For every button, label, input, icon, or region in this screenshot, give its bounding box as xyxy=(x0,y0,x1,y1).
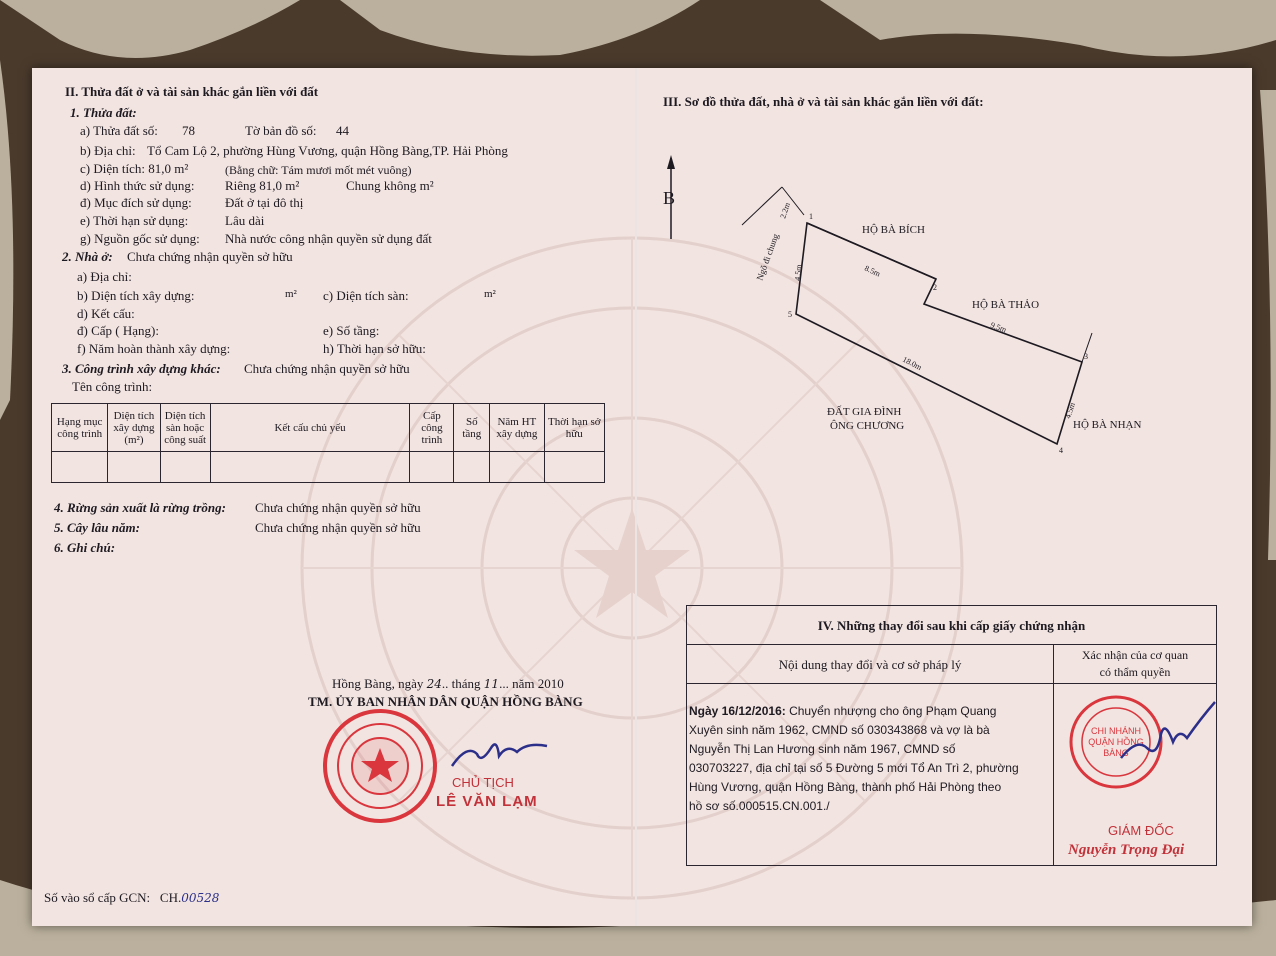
dim-2-2: 2.2m xyxy=(778,201,792,220)
col-structure: Kết cấu chủ yếu xyxy=(210,404,410,452)
parcel-diagram xyxy=(652,153,1142,483)
house-build-area-unit: m² xyxy=(285,288,297,300)
house-ownership-term-label: h) Thời hạn sở hữu: xyxy=(323,341,426,356)
director-signature xyxy=(1117,698,1217,768)
label-family-land: ĐẤT GIA ĐÌNH xyxy=(827,406,902,418)
change-entry-line-2: Xuyên sinh năm 1962, CMND số 030343868 và vợ là bà xyxy=(689,723,990,737)
land-heading: 1. Thửa đất: xyxy=(70,105,137,120)
duration-value: Lâu dài xyxy=(225,213,265,228)
house-status: Chưa chứng nhận quyền sở hữu xyxy=(127,249,293,264)
authority-name: TM. ỦY BAN NHÂN DÂN QUẬN HỒNG BÀNG xyxy=(308,694,583,709)
parcel-number-value: 78 xyxy=(182,123,195,138)
section-2-title: II. Thửa đất ở và tài sản khác gắn liền với đất xyxy=(65,84,319,99)
change-entry-line-4: 030703227, địa chỉ tại số 5 Đường 5 mới Tổ An Trì 2, phường xyxy=(689,761,1019,775)
label-thao: HỘ BÀ THẢO xyxy=(972,299,1040,311)
section-3-title: III. Sơ đồ thửa đất, nhà ở và tài sản khác gắn liền với đất: xyxy=(663,94,984,109)
house-floor-area-label: c) Diện tích sàn: xyxy=(323,288,409,303)
usage-private: Riêng 81,0 m² xyxy=(225,178,300,193)
col-completion-year: Năm HT xây dựng xyxy=(490,404,544,452)
house-address-label: a) Địa chỉ: xyxy=(77,269,132,284)
duration-label: e) Thời hạn sử dụng: xyxy=(80,213,189,228)
note-label: 6. Ghi chú: xyxy=(54,540,116,555)
changes-col-confirm-2: có thẩm quyền xyxy=(1099,665,1171,679)
point-4: 4 xyxy=(1059,446,1063,455)
dim-18-0: 18.0m xyxy=(901,354,924,372)
col-floor-area: Diện tích sàn hoặc công suất xyxy=(160,404,210,452)
chairman-position: CHỦ TỊCH xyxy=(452,775,514,790)
changes-table xyxy=(686,605,1217,866)
col-floors: Số tầng xyxy=(454,404,490,452)
north-arrow-label: B xyxy=(663,188,676,208)
construction-name-label: Tên công trình: xyxy=(72,379,153,394)
page-fold xyxy=(635,68,637,926)
origin-label: g) Nguồn gốc sử dụng: xyxy=(80,231,200,246)
dim-8-5: 8.5m xyxy=(863,263,882,279)
chairman-name: LÊ VĂN LẠM xyxy=(436,793,538,810)
table-row xyxy=(52,452,605,483)
director-name: Nguyễn Trọng Đại xyxy=(1068,842,1185,858)
changes-col-confirm-1: Xác nhận của cơ quan xyxy=(1081,648,1189,662)
house-build-area-label: b) Diện tích xây dựng: xyxy=(77,288,195,303)
dim-4-5-right: 4.5m xyxy=(1063,401,1077,420)
house-grade-label: đ) Cấp ( Hạng): xyxy=(77,323,159,338)
branch-seal-text: CHI NHÁNH QUẬN HỒNG BÀNG xyxy=(1088,726,1144,758)
label-bich: HỘ BÀ BÍCH xyxy=(862,224,925,236)
changes-title: IV. Những thay đổi sau khi cấp giấy chứng nhận xyxy=(817,618,1086,633)
map-sheet-value: 44 xyxy=(336,123,349,138)
change-entry-line-6: hồ sơ số.000515.CN.001./ xyxy=(689,799,830,813)
change-entry-line-1: Ngày 16/12/2016: Chuyển nhượng cho ông Phạm Quang xyxy=(689,704,997,718)
house-floor-area-unit: m² xyxy=(484,288,496,300)
usage-form-label: d) Hình thức sử dụng: xyxy=(80,178,195,193)
house-floors-label: e) Số tầng: xyxy=(323,323,380,338)
change-entry-line-5: Hùng Vương, quận Hồng Bàng, thành phố Hải Phòng theo xyxy=(689,780,1002,794)
construction-table xyxy=(51,403,605,483)
house-completion-label: f) Năm hoàn thành xây dựng: xyxy=(77,341,231,356)
col-grade: Cấp công trình xyxy=(410,404,454,452)
changes-col-content: Nội dung thay đổi và cơ sở pháp lý xyxy=(778,657,962,672)
district-red-seal xyxy=(322,708,438,824)
forest-value: Chưa chứng nhận quyền sở hữu xyxy=(255,500,421,515)
point-3: 3 xyxy=(1084,352,1088,361)
dim-4-5-left: 4.5m xyxy=(793,264,804,282)
area-in-words: (Bằng chữ: Tám mươi mốt mét vuông) xyxy=(225,163,412,177)
chairman-signature xyxy=(447,734,557,774)
usage-common: Chung không m² xyxy=(346,178,434,193)
address-label: b) Địa chỉ: xyxy=(80,143,136,158)
label-alley: Ngõ đi chung xyxy=(754,232,781,282)
other-construction-heading: 3. Công trình xây dựng khác: xyxy=(62,361,221,376)
director-position: GIÁM ĐỐC xyxy=(1108,823,1174,838)
purpose-label: đ) Mục đích sử dụng: xyxy=(80,195,192,210)
house-structure-label: d) Kết cấu: xyxy=(77,306,135,321)
area-label: c) Diện tích: 81,0 m² xyxy=(80,161,189,176)
place-date-line: Hồng Bàng, ngày 24.. tháng 11... năm 2010 xyxy=(332,676,564,691)
address-value: Tổ Cam Lộ 2, phường Hùng Vương, quận Hồng Bàng,TP. Hải Phòng xyxy=(147,143,508,158)
col-category: Hạng mục công trình xyxy=(52,404,108,452)
dim-9-5: 9.5m xyxy=(989,320,1008,335)
label-nhan: HỘ BÀ NHẠN xyxy=(1073,419,1142,431)
perennial-value: Chưa chứng nhận quyền sở hữu xyxy=(255,520,421,535)
house-heading: 2. Nhà ở: xyxy=(62,249,113,264)
point-2: 2 xyxy=(933,283,937,292)
change-entry-line-3: Nguyễn Thị Lan Hương sinh năm 1967, CMND số xyxy=(689,742,956,756)
forest-label: 4. Rừng sản xuất là rừng trồng: xyxy=(54,500,226,515)
map-sheet-label: Tờ bản đồ số: xyxy=(245,123,317,138)
registry-line: Số vào sổ cấp GCN: CH.00528 xyxy=(44,890,220,905)
label-chuong: ÔNG CHƯƠNG xyxy=(830,420,905,432)
purpose-value: Đất ở tại đô thị xyxy=(225,195,304,210)
land-certificate-page xyxy=(32,68,1252,926)
col-build-area: Diện tích xây dựng (m²) xyxy=(108,404,160,452)
perennial-label: 5. Cây lâu năm: xyxy=(54,520,140,535)
point-1: 1 xyxy=(809,212,813,221)
point-5: 5 xyxy=(788,310,792,319)
col-ownership-term: Thời hạn sở hữu xyxy=(544,404,604,452)
origin-value: Nhà nước công nhận quyền sử dụng đất xyxy=(225,231,432,246)
other-construction-status: Chưa chứng nhận quyền sở hữu xyxy=(244,361,410,376)
parcel-number-label: a) Thửa đất số: xyxy=(80,123,158,138)
